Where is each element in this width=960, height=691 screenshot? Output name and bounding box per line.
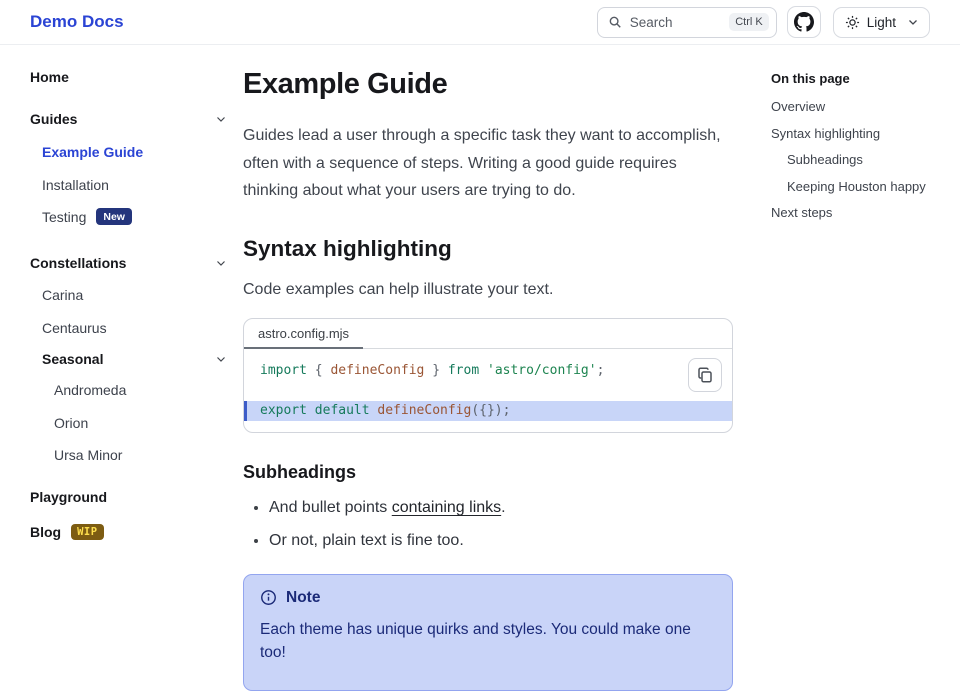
code-tab-bar xyxy=(244,319,732,349)
search-icon xyxy=(608,15,622,29)
note-title-row xyxy=(260,589,716,607)
sidebar-item-example-guide[interactable]: Example Guide xyxy=(42,144,144,160)
code-body xyxy=(244,349,732,432)
list-item: • Or not, plain text is fine too. xyxy=(269,529,733,552)
chevron-down-icon xyxy=(215,257,227,269)
sidebar-item-carina[interactable]: Carina xyxy=(42,287,84,303)
chevron-down-icon xyxy=(215,113,227,125)
site-title[interactable]: Demo Docs xyxy=(30,12,124,31)
note-body: Each theme has unique quirks and styles. You could make one too! xyxy=(260,620,691,661)
chevron-down-icon xyxy=(907,16,919,28)
sidebar-group-guides[interactable]: Guides xyxy=(30,111,227,127)
syntax-intro-paragraph: Code examples can help illustrate your text. xyxy=(243,280,554,298)
sidebar-item-blog[interactable]: Blog WIP xyxy=(30,524,227,540)
sidebar-item-orion[interactable]: Orion xyxy=(54,415,89,431)
toc-item-syntax-highlighting[interactable]: Syntax highlighting xyxy=(771,125,881,141)
code-tab-filename: astro.config.mjs xyxy=(244,319,363,349)
subheadings-heading: Subheadings xyxy=(243,462,357,483)
sidebar-item-testing[interactable]: Testing New xyxy=(30,208,227,225)
site-header xyxy=(0,0,960,45)
github-button[interactable] xyxy=(787,6,821,38)
new-badge: New xyxy=(96,208,132,225)
search-shortcut-kbd: Ctrl K xyxy=(729,13,769,31)
sidebar-item-centaurus[interactable]: Centaurus xyxy=(42,320,107,336)
left-sidebar xyxy=(0,45,243,691)
code-block xyxy=(243,318,733,433)
main-content xyxy=(243,45,771,691)
sidebar-item-ursa-minor[interactable]: Ursa Minor xyxy=(54,447,123,463)
sidebar-group-seasonal[interactable]: Seasonal xyxy=(30,351,227,367)
on-this-page-toc xyxy=(771,45,960,691)
github-icon xyxy=(794,12,814,32)
code-line-2 xyxy=(244,381,732,401)
sidebar-item-installation[interactable]: Installation xyxy=(42,177,109,193)
search-input[interactable] xyxy=(597,7,777,38)
chevron-down-icon xyxy=(215,353,227,365)
page-layout xyxy=(0,45,960,691)
sidebar-item-playground[interactable]: Playground xyxy=(30,489,108,505)
sidebar-item-home[interactable]: Home xyxy=(30,69,69,85)
theme-select[interactable] xyxy=(833,7,930,38)
sun-icon xyxy=(845,15,860,30)
toc-item-keeping-houston-happy[interactable]: Keeping Houston happy xyxy=(787,178,926,194)
info-icon xyxy=(260,589,277,606)
code-line-1: import { defineConfig } from 'astro/config'; xyxy=(260,363,605,379)
sidebar-item-andromeda[interactable]: Andromeda xyxy=(54,382,127,398)
intro-paragraph: Guides lead a user through a specific task they want to accomplish, often with a sequence of steps. Writing a good guide requires thinking about what your users are trying to do. xyxy=(243,127,721,200)
syntax-highlighting-heading: Syntax highlighting xyxy=(243,235,452,261)
page-title: Example Guide xyxy=(243,68,448,100)
toc-title: On this page xyxy=(771,71,850,86)
note-title: Note xyxy=(286,588,321,606)
toc-item-subheadings[interactable]: Subheadings xyxy=(787,152,863,167)
list-item: • And bullet points containing links. xyxy=(269,496,733,519)
toc-item-next-steps[interactable]: Next steps xyxy=(771,205,833,220)
containing-links-link[interactable]: containing links xyxy=(391,499,502,517)
wip-badge: WIP xyxy=(71,524,103,540)
theme-label: Light xyxy=(866,14,896,30)
toc-item-overview[interactable]: Overview xyxy=(771,99,826,114)
code-line-3-highlighted: export default defineConfig({}); xyxy=(244,401,732,421)
note-callout xyxy=(243,574,733,691)
sidebar-group-constellations[interactable]: Constellations xyxy=(30,255,227,271)
copy-code-button[interactable] xyxy=(688,358,722,392)
bullet-list xyxy=(243,496,733,552)
copy-icon xyxy=(696,366,714,384)
search-placeholder: Search xyxy=(629,14,673,30)
